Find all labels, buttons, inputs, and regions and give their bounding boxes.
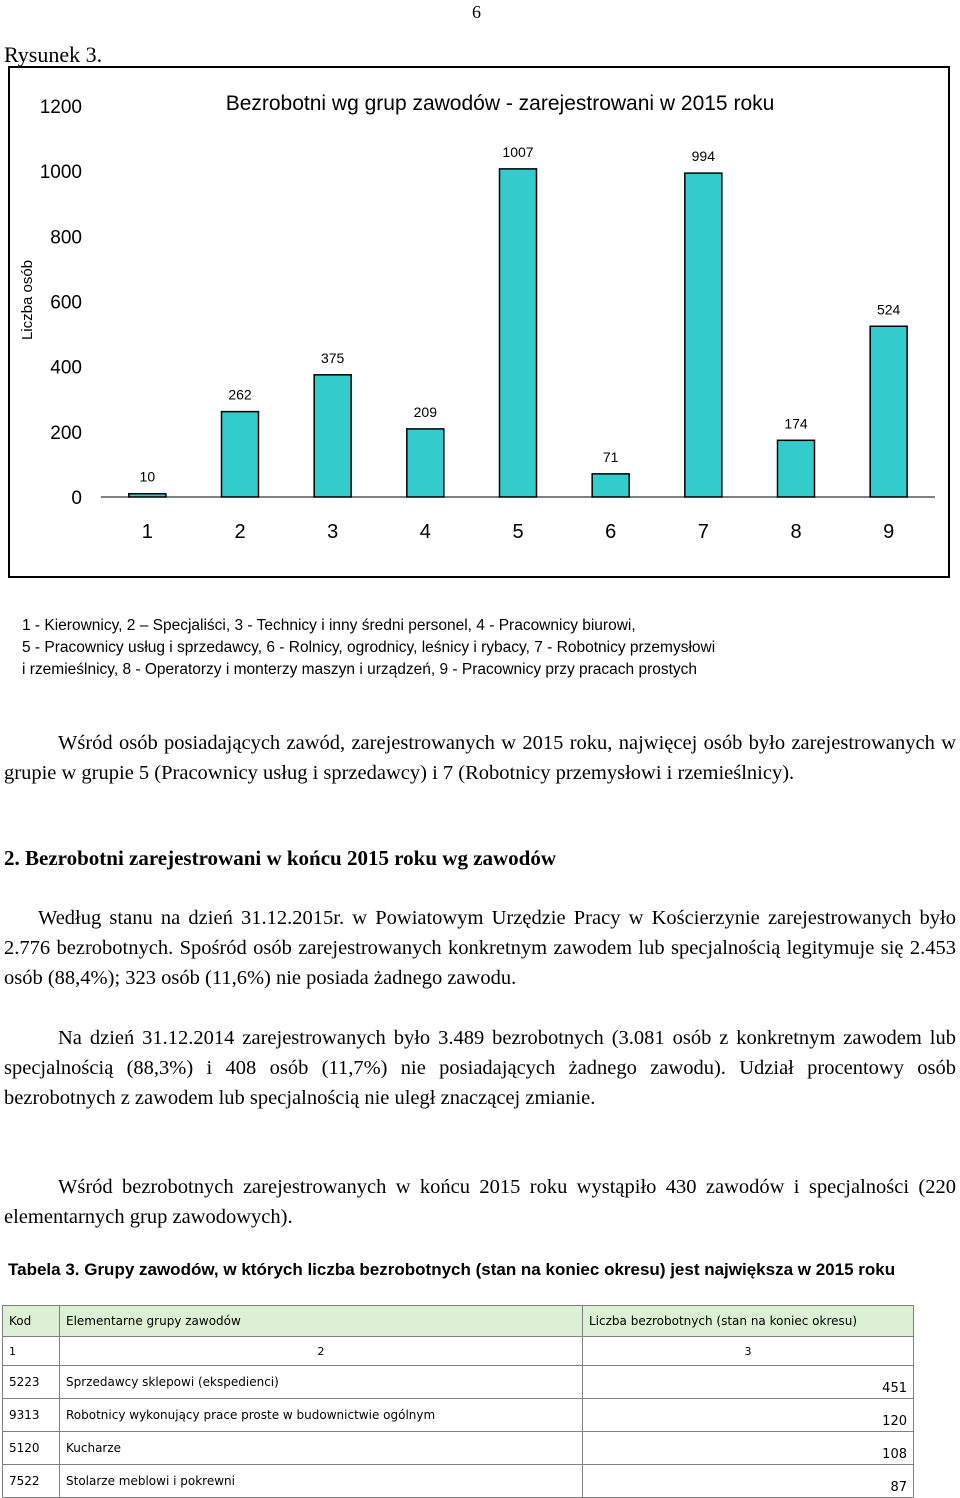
figure-label: Rysunek 3. (4, 42, 103, 67)
bar (222, 412, 259, 497)
y-tick-label: 0 (71, 488, 82, 509)
x-tick-label: 4 (419, 521, 431, 543)
col-number: 1 (3, 1337, 60, 1366)
table-caption (8, 1259, 938, 1281)
row-name: Stolarze meblowi i pokrewni (60, 1465, 583, 1498)
paragraph-4-text: Wśród bezrobotnych zarejestrowanych w końcu 2015 roku wystąpiło 430 zawodów i specjalności (220 elementarnych grup zawodowych). (4, 1176, 956, 1228)
bar (870, 326, 907, 497)
bar (778, 440, 815, 497)
row-kod: 7522 (3, 1465, 60, 1498)
x-tick-label: 1 (141, 521, 153, 543)
bar (685, 173, 722, 497)
row-kod: 5223 (3, 1366, 60, 1399)
header-kod: Kod (3, 1306, 60, 1337)
data-label: 262 (228, 386, 252, 403)
page-number: 6 (472, 2, 481, 22)
y-tick-label: 800 (50, 227, 82, 249)
x-tick-labels (142, 521, 894, 543)
x-tick-label: 9 (883, 521, 895, 543)
table-column-numbers (3, 1337, 914, 1366)
legend-line: 5 - Pracownicy usług i sprzedawcy, 6 - Rolnicy, ogrodnicy, leśnicy i rybacy, 7 - Robotnicy przemysłowi (22, 639, 716, 656)
data-label: 1007 (502, 143, 534, 160)
row-name: Robotnicy wykonujący prace proste w budownictwie ogólnym (60, 1399, 583, 1432)
y-tick-label: 1000 (39, 162, 82, 184)
bars (129, 169, 907, 497)
col-number: 3 (583, 1337, 914, 1366)
table-row (3, 1432, 914, 1465)
paragraph-3-text: Na dzień 31.12.2014 zarejestrowanych było 3.489 bezrobotnych (3.081 osób z konkretnym zawodem lub specjalnością (88,3%) i 408 osób (11,7%) nie posiadających żadnego zawodu). Udział procentowy osób bezrobotnych z zawodem lub specjalnością nie uległ znaczącej zmianie. (4, 1027, 956, 1109)
chart-legend (22, 615, 942, 681)
data-label: 10 (139, 468, 156, 485)
table-row (3, 1366, 914, 1399)
row-count: 87 (583, 1465, 914, 1498)
section-heading: 2. Bezrobotni zarejestrowani w końcu 2015 roku wg zawodów (4, 846, 557, 870)
paragraph-2-text: Według stanu na dzień 31.12.2015r. w Powiatowym Urzędzie Pracy w Kościerzynie zarejestrowanych było 2.776 bezrobotnych. Spośród osób zarejestrowanych konkretnym zawodem lub specjalnością legitymuje się 2.453 osób (88,4%); 323 osób (11,6%) nie posiada żadnego zawodu. (4, 907, 956, 989)
row-kod: 9313 (3, 1399, 60, 1432)
bar (500, 169, 537, 497)
y-tick-label: 600 (50, 292, 82, 314)
legend-line: 1 - Kierownicy, 2 – Specjaliści, 3 - Technicy i inny średni personel, 4 - Pracownicy biurowi, (22, 617, 636, 634)
data-label: 174 (784, 415, 808, 432)
y-tick-labels (40, 97, 82, 509)
data-label: 71 (602, 448, 619, 465)
row-kod: 5120 (3, 1432, 60, 1465)
x-tick-label: 8 (790, 521, 802, 543)
paragraph-1-text: Wśród osób posiadających zawód, zarejestrowanych w 2015 roku, najwięcej osób było zarejestrowanych w grupie w grupie 5 (Pracownicy usług i sprzedawcy) i 7 (Robotnicy przemysłowi i rzemieślnicy). (4, 732, 956, 784)
row-name: Sprzedawcy sklepowi (ekspedienci) (60, 1366, 583, 1399)
bar (592, 474, 629, 497)
col-number: 2 (60, 1337, 583, 1366)
x-tick-label: 5 (512, 521, 524, 543)
table-header-row (3, 1306, 914, 1337)
paragraph-1 (4, 728, 956, 788)
row-name: Kucharze (60, 1432, 583, 1465)
data-label: 994 (691, 148, 716, 165)
header-groups: Elementarne grupy zawodów (60, 1306, 583, 1337)
paragraph-3 (4, 1023, 956, 1113)
data-label: 209 (413, 403, 438, 420)
table-caption-text: Grupy zawodów, w których liczba bezrobotnych (stan na koniec okresu) jest największa w 2015 roku (79, 1260, 896, 1279)
table-row (3, 1465, 914, 1498)
occupations-table (2, 1305, 914, 1498)
paragraph-2 (4, 903, 956, 993)
x-tick-label: 6 (605, 521, 617, 543)
x-tick-label: 3 (327, 521, 339, 543)
paragraph-4 (4, 1172, 956, 1232)
table-row (3, 1399, 914, 1432)
bar (314, 375, 351, 497)
data-label: 375 (320, 349, 345, 366)
bar-chart (0, 0, 960, 600)
bar (407, 429, 444, 497)
x-tick-label: 7 (697, 521, 709, 543)
header-count: Liczba bezrobotnych (stan na koniec okresu) (583, 1306, 914, 1337)
y-tick-label: 1200 (39, 97, 82, 118)
y-axis-label: Liczba osób (19, 259, 36, 341)
table-caption-prefix: Tabela 3. (8, 1260, 80, 1279)
row-count: 108 (583, 1432, 914, 1465)
row-count: 451 (583, 1366, 914, 1399)
y-tick-label: 200 (50, 422, 82, 444)
data-label: 524 (876, 301, 901, 318)
x-tick-label: 2 (234, 521, 246, 543)
row-count: 120 (583, 1399, 914, 1432)
legend-line: i rzemieślnicy, 8 - Operatorzy i monterzy maszyn i urządzeń, 9 - Pracownicy przy pracach prostych (22, 661, 698, 678)
chart-title: Bezrobotni wg grup zawodów - zarejestrowani w 2015 roku (225, 92, 775, 115)
y-tick-label: 400 (50, 357, 82, 379)
